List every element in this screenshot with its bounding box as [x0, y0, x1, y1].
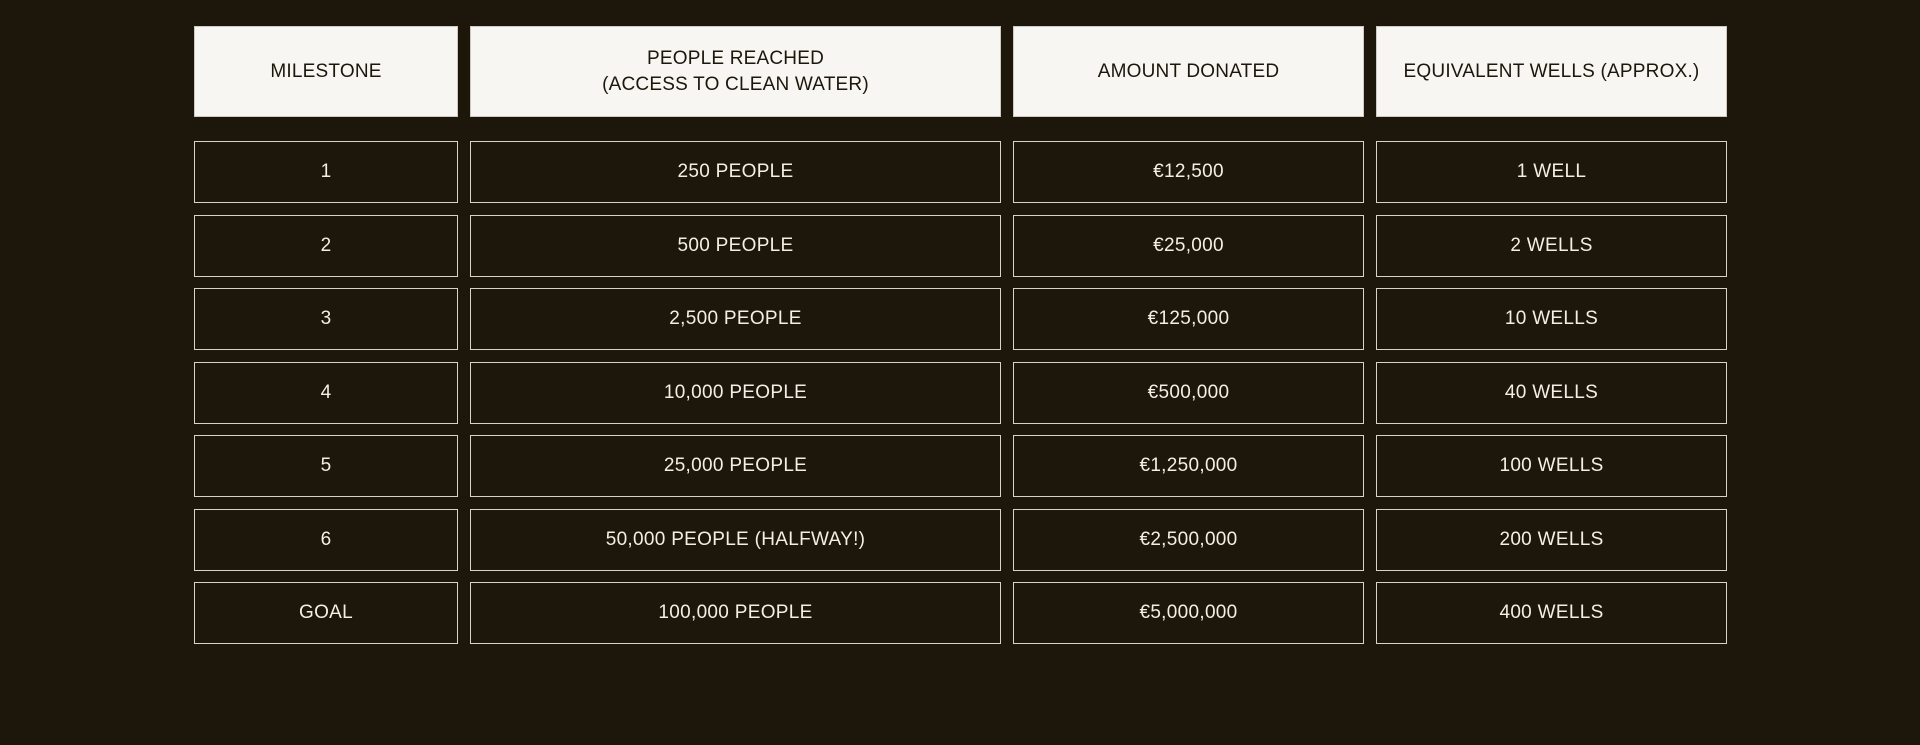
header-people-reached-label: PEOPLE REACHED	[646, 47, 825, 69]
amount-cell: €500,000	[1013, 362, 1364, 424]
people-cell: 25,000 PEOPLE	[470, 435, 1001, 497]
amount-cell: €25,000	[1013, 215, 1364, 277]
milestone-cell: 2	[194, 215, 458, 277]
header-equivalent-wells	[1376, 26, 1727, 117]
wells-cell: 1 WELL	[1376, 141, 1727, 203]
header-amount-donated	[1013, 26, 1364, 117]
wells-cell: 2 WELLS	[1376, 215, 1727, 277]
amount-cell: €12,500	[1013, 141, 1364, 203]
milestone-cell: 3	[194, 288, 458, 350]
people-cell: 2,500 PEOPLE	[470, 288, 1001, 350]
people-cell: 50,000 PEOPLE (HALFWAY!)	[470, 509, 1001, 571]
header-people-reached-sublabel: (ACCESS TO CLEAN WATER)	[602, 73, 869, 95]
header-amount-donated-label: AMOUNT DONATED	[1097, 60, 1280, 82]
people-cell: 500 PEOPLE	[470, 215, 1001, 277]
milestone-cell: 5	[194, 435, 458, 497]
wells-cell: 100 WELLS	[1376, 435, 1727, 497]
amount-cell: €1,250,000	[1013, 435, 1364, 497]
people-cell: 250 PEOPLE	[470, 141, 1001, 203]
wells-cell: 40 WELLS	[1376, 362, 1727, 424]
header-people-reached	[470, 26, 1001, 117]
header-equivalent-wells-label: EQUIVALENT WELLS (APPROX.)	[1403, 60, 1700, 82]
milestone-table	[194, 26, 1727, 656]
header-milestone-label: MILESTONE	[270, 60, 382, 82]
milestone-cell: GOAL	[194, 582, 458, 644]
amount-cell: €5,000,000	[1013, 582, 1364, 644]
wells-cell: 200 WELLS	[1376, 509, 1727, 571]
wells-cell: 400 WELLS	[1376, 582, 1727, 644]
amount-cell: €125,000	[1013, 288, 1364, 350]
wells-cell: 10 WELLS	[1376, 288, 1727, 350]
milestone-cell: 4	[194, 362, 458, 424]
people-cell: 100,000 PEOPLE	[470, 582, 1001, 644]
milestone-cell: 1	[194, 141, 458, 203]
amount-cell: €2,500,000	[1013, 509, 1364, 571]
milestone-cell: 6	[194, 509, 458, 571]
header-milestone	[194, 26, 458, 117]
people-cell: 10,000 PEOPLE	[470, 362, 1001, 424]
